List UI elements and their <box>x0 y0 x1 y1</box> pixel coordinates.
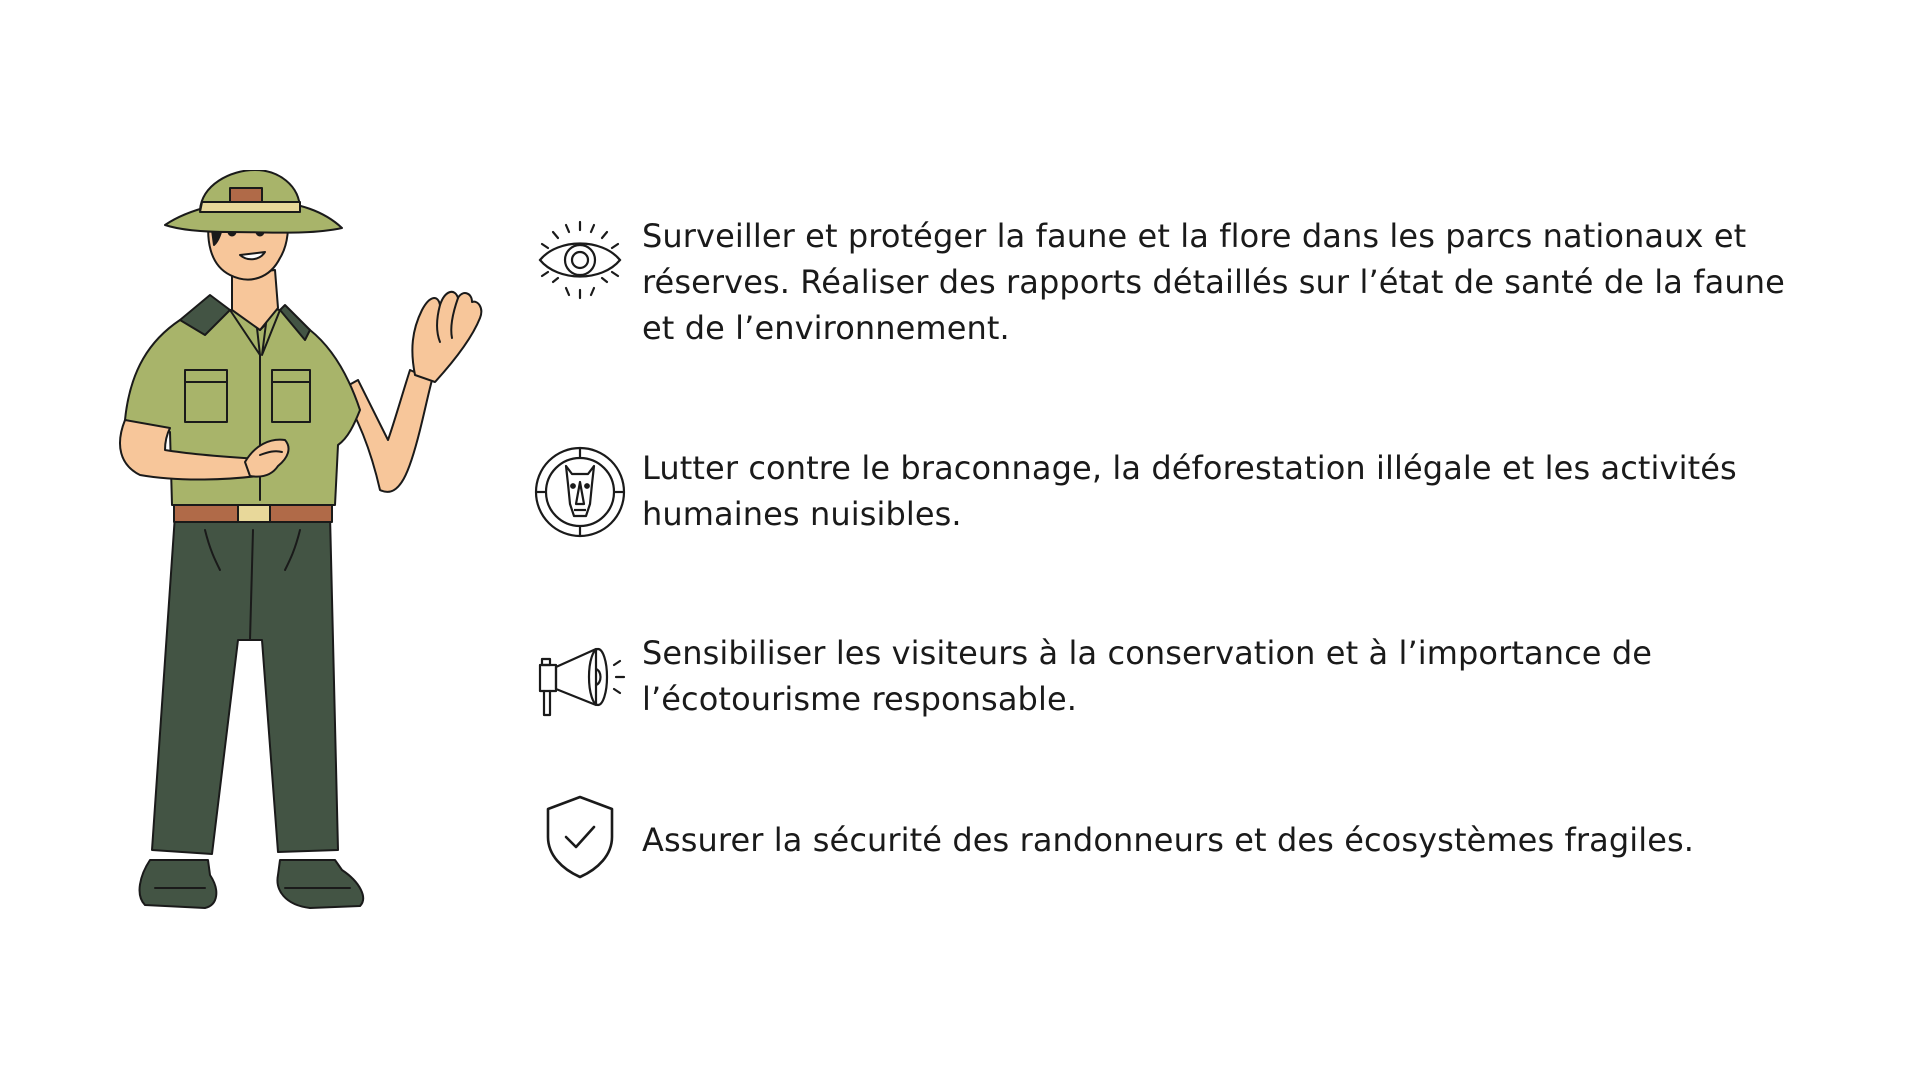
rhino-icon <box>530 442 630 542</box>
item-text: Sensibiliser les visiteurs à la conservation et à l’importance de l’écotourisme responsable. <box>642 634 1653 718</box>
megaphone-icon <box>530 627 630 727</box>
item-text: Lutter contre le braconnage, la déforestation illégale et les activités humaines nuisibles. <box>642 449 1737 533</box>
list-item <box>530 210 1822 351</box>
list-item <box>530 442 1822 542</box>
list-item <box>530 787 1822 887</box>
shield-check-icon <box>530 787 630 887</box>
ranger-illustration <box>110 170 490 930</box>
list-item <box>530 627 1822 727</box>
item-text: Assurer la sécurité des randonneurs et des écosystèmes fragiles. <box>642 821 1695 859</box>
eye-icon <box>530 210 630 310</box>
item-text: Surveiller et protéger la faune et la flore dans les parcs nationaux et réserves. Réaliser des rapports détaillés sur l’état de santé de la faune et de l’environnement. <box>642 217 1785 347</box>
